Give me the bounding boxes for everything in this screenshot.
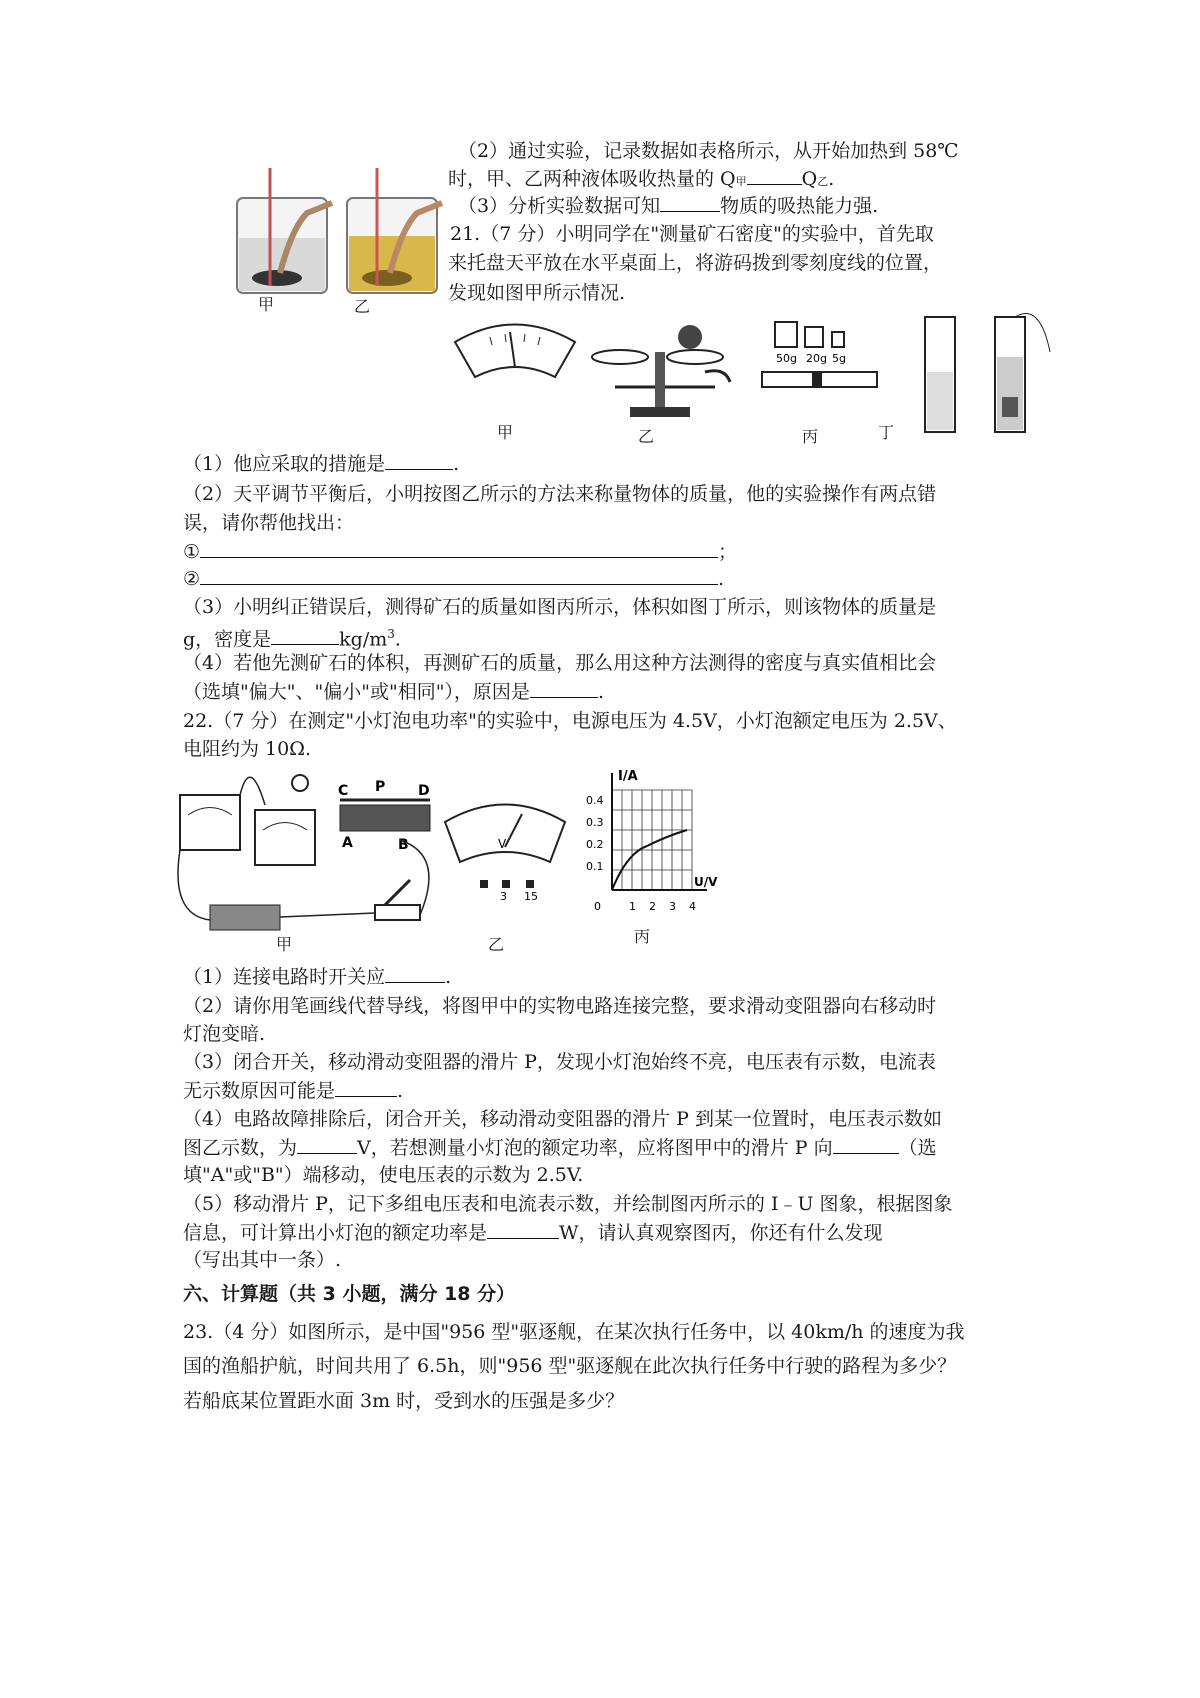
answer-blank[interactable] [530,678,598,698]
weight-5g: 5g [832,352,846,365]
beaker-jia [237,168,332,293]
q22-sub2-line2: 灯泡变暗. [183,1023,266,1045]
switch [375,905,420,920]
q21-error-1: ① ； [183,538,737,565]
answer-blank[interactable] [385,963,445,983]
q21-intro-1: 21.（7 分）小明同学在"测量矿石密度"的实验中，首先取 [450,223,934,245]
rheostat-label-c: C [338,783,349,799]
voltmeter [255,810,315,865]
weights-and-rider [762,322,877,387]
q20-part2-line1: （2）通过实验，记录数据如表格所示，从开始加热到 58℃ [458,140,959,162]
measuring-cylinders [925,314,1050,432]
q22-intro-1: 22.（7 分）在测定"小灯泡电功率"的实验中，电源电压为 4.5V，小灯泡额定电压为 2.5V、 [183,710,957,732]
q22-sub5-line1: （5）移动滑片 P，记下多组电压表和电流表示数，并绘制图丙所示的 I﹣U 图象，根据图象 [183,1193,953,1215]
xtick: 0 [594,900,601,913]
q23-line2: 国的渔船护航，时间共用了 6.5h，则"956 型"驱逐舰在此次执行任务中行驶的路程为多少？ [183,1355,957,1377]
answer-blank[interactable] [200,565,718,585]
weight-20g: 20g [806,352,827,365]
q20-part3: （3）分析实验数据可知 物质的吸热能力强. [458,192,878,219]
q21-sub2-line2: 误，请你帮他找出： [183,512,355,534]
fig-label-ding: 丁 [878,423,895,442]
fig-label-jia: 甲 [258,295,275,314]
q22-sub1: （1）连接电路时开关应 . [183,963,451,990]
balance-figures [450,312,1060,442]
q23-line1: 23.（4 分）如图所示，是中国"956 型"驱逐舰，在某次执行任务中，以 40km/h 的速度为我 [183,1321,965,1343]
terminal-3: 3 [500,890,507,902]
xtick: 3 [669,900,676,913]
q21-sub4-line1: （4）若他先测矿石的体积，再测矿石的质量，那么用这种方法测得的密度与真实值相比会 [183,652,937,674]
q22-sub2-line1: （2）请你用笔画线代替导线，将图甲中的实物电路连接完整，要求滑动变阻器向右移动时 [183,995,937,1017]
fig-label-bing: 丙 [634,927,651,946]
rheostat [340,805,430,831]
q21-sub3-line2: g，密度是 $kg/m^3$. [183,627,401,651]
answer-blank[interactable] [487,1219,559,1239]
answer-blank[interactable] [335,1077,397,1097]
lamp [292,775,308,791]
fig-label-jia: 甲 [276,935,293,954]
q22-sub3-line1: （3）闭合开关，移动滑动变阻器的滑片 P，发现小灯泡始终不亮，电压表有示数，电流表 [183,1051,936,1073]
q21-sub2-line1: （2）天平调节平衡后，小明按图乙所示的方法来称量物体的质量，他的实验操作有两点错 [183,483,937,505]
answer-blank[interactable] [833,1134,899,1154]
scale-dial [455,325,575,378]
rheostat-label-b: B [398,837,409,853]
q23-line3: 若船底某位置距水面 3m 时，受到水的压强是多少？ [183,1390,625,1412]
q22-sub4-line3: 填"A"或"B"）端移动，使电压表的示数为 2.5V. [183,1164,584,1186]
xtick: 1 [629,900,636,913]
q21-sub1: （1）他应采取的措施是 . [183,450,459,477]
beaker-yi [347,168,442,293]
answer-blank[interactable] [660,192,720,212]
section-heading: 六、计算题（共 3 小题，满分 18 分） [183,1283,516,1305]
balance-scale [592,325,730,417]
q22-sub3-line2: 无示数原因可能是 . [183,1077,403,1104]
answer-blank[interactable] [747,165,802,185]
dial-label-v: V [498,837,507,851]
q21-sub4-line2: （选填"偏大"、"偏小"或"相同"），原因是 . [183,678,604,705]
ytick: 0.1 [586,860,604,873]
answer-blank[interactable] [385,450,453,470]
fig-label-jia: 甲 [497,423,514,442]
graph-grid [612,790,692,890]
rheostat-label-a: A [342,835,353,851]
fig-label-yi: 乙 [638,427,655,446]
ytick: 0.4 [586,794,604,807]
ytick: 0.2 [586,838,604,851]
ytick: 0.3 [586,816,604,829]
iu-graph [582,768,722,918]
q22-sub5-line2: 信息，可计算出小灯泡的额定功率是 W，请认真观察图丙，你还有什么发现 [183,1219,883,1246]
answer-blank[interactable] [297,1134,357,1154]
q21-intro-2: 来托盘天平放在水平桌面上，将游码拨到零刻度线的位置， [448,252,943,274]
rheostat-label-p: P [375,779,386,795]
answer-blank[interactable] [271,625,339,645]
q20-part2-line2: 时，甲、乙两种液体吸收热量的 Q甲 Q乙. [448,165,834,195]
fig-label-yi: 乙 [354,297,371,316]
voltmeter-dial-figure [440,792,570,902]
iu-curve [612,830,687,890]
graph-ylabel: I/A [618,769,638,784]
answer-blank[interactable] [200,538,718,558]
ammeter [180,795,240,850]
xtick: 2 [649,900,656,913]
q21-sub3-line1: （3）小明纠正错误后，测得矿石的质量如图丙所示，体积如图丁所示，则该物体的质量是 [183,596,937,618]
q22-sub4-line1: （4）电路故障排除后，闭合开关，移动滑动变阻器的滑片 P 到某一位置时，电压表示数如 [183,1108,942,1130]
terminal-15: 15 [524,890,538,902]
battery [210,905,280,930]
rheostat-label-d: D [418,783,430,799]
q21-intro-3: 发现如图甲所示情况. [448,282,626,304]
q22-sub5-line3: （写出其中一条）. [183,1249,342,1271]
graph-xlabel: U/V [694,875,718,889]
q21-error-2: ② . [183,565,724,592]
weight-50g: 50g [776,352,797,365]
fig-label-yi: 乙 [488,935,505,954]
q22-intro-2: 电阻约为 10Ω. [183,738,312,760]
q22-sub4-line2: 图乙示数，为 V，若想测量小灯泡的额定功率，应将图甲中的滑片 P 向 （选 [183,1134,937,1161]
xtick: 4 [689,900,696,913]
fig-label-bing: 丙 [802,427,819,446]
beaker-figure [232,168,472,308]
